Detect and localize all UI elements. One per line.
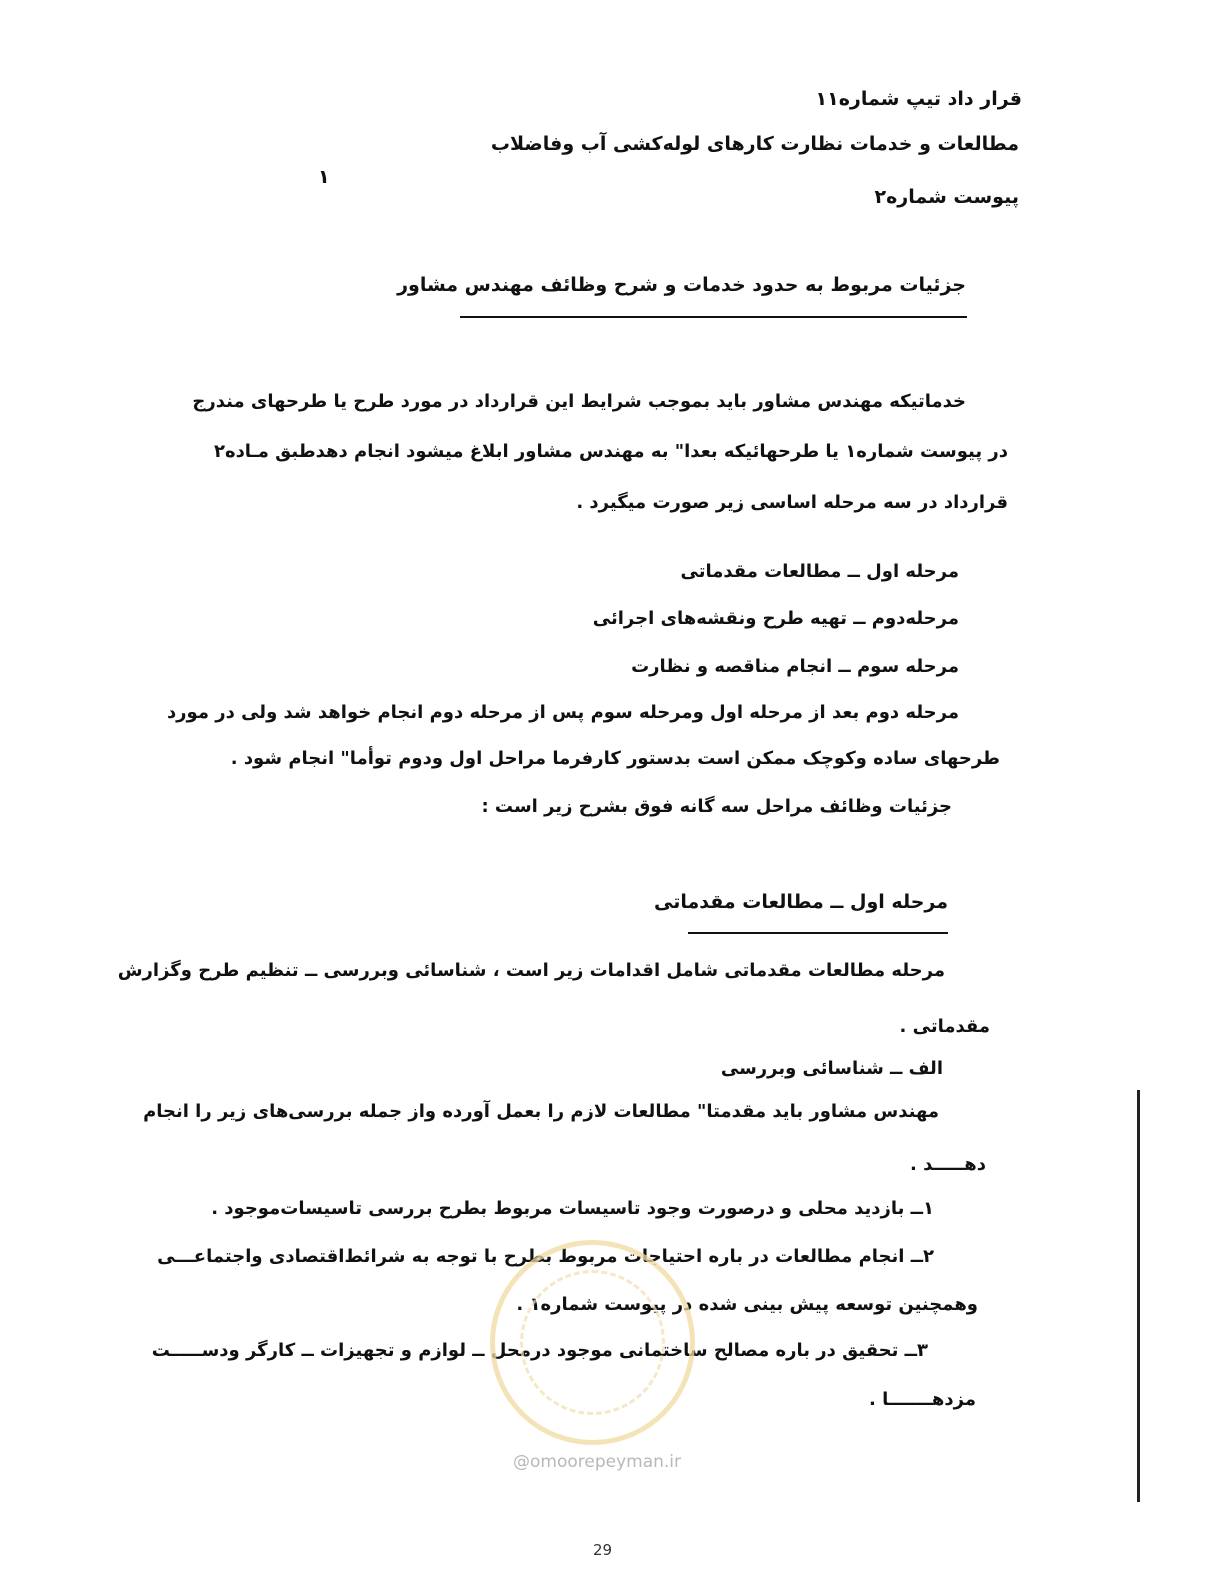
watermark-seal-inner-icon: [520, 1270, 665, 1415]
body-p1-line-2: مقدماتی .: [899, 1016, 990, 1037]
page-number: 29: [593, 1541, 613, 1559]
appendix-number: پیوست شماره۲: [874, 186, 1019, 208]
page-margin-line: [1137, 1090, 1140, 1502]
body-p2-line-1: مهندس مشاور باید مقدمتا" مطالعات لازم را بعمل آورده واز جمله بررسی‌های زیر را انجام: [143, 1101, 939, 1122]
item-3-line-2: مزدهـــــــا .: [869, 1389, 976, 1410]
phase-item-3: مرحله سوم ــ انجام مناقصه و نظارت: [631, 656, 959, 677]
intro-line-3: قرارداد در سه مرحله اساسی زیر صورت میگیرد .: [576, 492, 1008, 513]
intro-line-2: در پیوست شماره۱ یا طرحهائیکه بعدا" به مهندس مشاور ابلاغ میشود انجام دهدطبق مـاده۲: [213, 441, 1008, 462]
side-number: ۱: [318, 166, 330, 188]
phase-note-line-2: طرحهای ساده وکوچک ممکن است بدستور کارفرما مراحل اول ودوم توأما" انجام شود .: [230, 748, 1000, 769]
phase-note-line-3: جزئیات وظائف مراحل سه گانه فوق بشرح زیر است :: [481, 796, 952, 817]
phase-item-1: مرحله اول ــ مطالعات مقدماتی: [680, 561, 959, 582]
contract-subject: مطالعات و خدمات نظارت کارهای لوله‌کشی آب وفاضلاب: [490, 133, 1019, 155]
phase-one-title-underline: [688, 932, 948, 934]
watermark-url: @omoorepeyman.ir: [513, 1452, 682, 1472]
phase-note-line-1: مرحله دوم بعد از مرحله اول ومرحله سوم پس از مرحله دوم انجام خواهد شد ولی در مورد: [166, 702, 959, 723]
item-2-line-2: وهمچنین توسعه پیش بینی شده در پیوست شماره۱ .: [516, 1294, 978, 1315]
section-title: جزئیات مربوط به حدود خدمات و شرح وظائف مهندس مشاور: [397, 274, 966, 296]
body-p2-line-2: دهـــــد .: [910, 1154, 986, 1175]
phase-one-title: مرحله اول ــ مطالعات مقدماتی: [654, 891, 948, 913]
item-2-line-1: ۲ــ انجام مطالعات در باره احتیاجات مربوط بطرح با توجه به شرائط‌اقتصادی واجتماعـــی: [157, 1246, 934, 1267]
section-title-underline: [460, 316, 967, 318]
contract-type-title: قرار داد تیپ شماره۱۱: [815, 88, 1022, 110]
item-3-line-1: ۳ــ تحقیق در باره مصالح ساختمانی موجود درمحل ــ لوازم و تجهیزات ــ کارگر ودســـــت: [151, 1340, 928, 1361]
phase-item-2: مرحله‌دوم ــ تهیه طرح ونقشه‌های اجرائی: [592, 608, 959, 629]
intro-line-1: خدماتیکه مهندس مشاور باید بموجب شرایط این قرارداد در مورد طرح یا طرحهای مندرج: [192, 391, 966, 412]
item-1: ۱ــ بازدید محلی و درصورت وجود تاسیسات مربوط بطرح بررسی تاسیسات‌موجود .: [211, 1198, 934, 1219]
body-p1-line-1: مرحله مطالعات مقدماتی شامل اقدامات زیر است ، شناسائی وبررسی ــ تنظیم طرح وگزارش: [117, 960, 945, 981]
subsection-alef: الف ــ شناسائی وبررسی: [720, 1058, 943, 1079]
